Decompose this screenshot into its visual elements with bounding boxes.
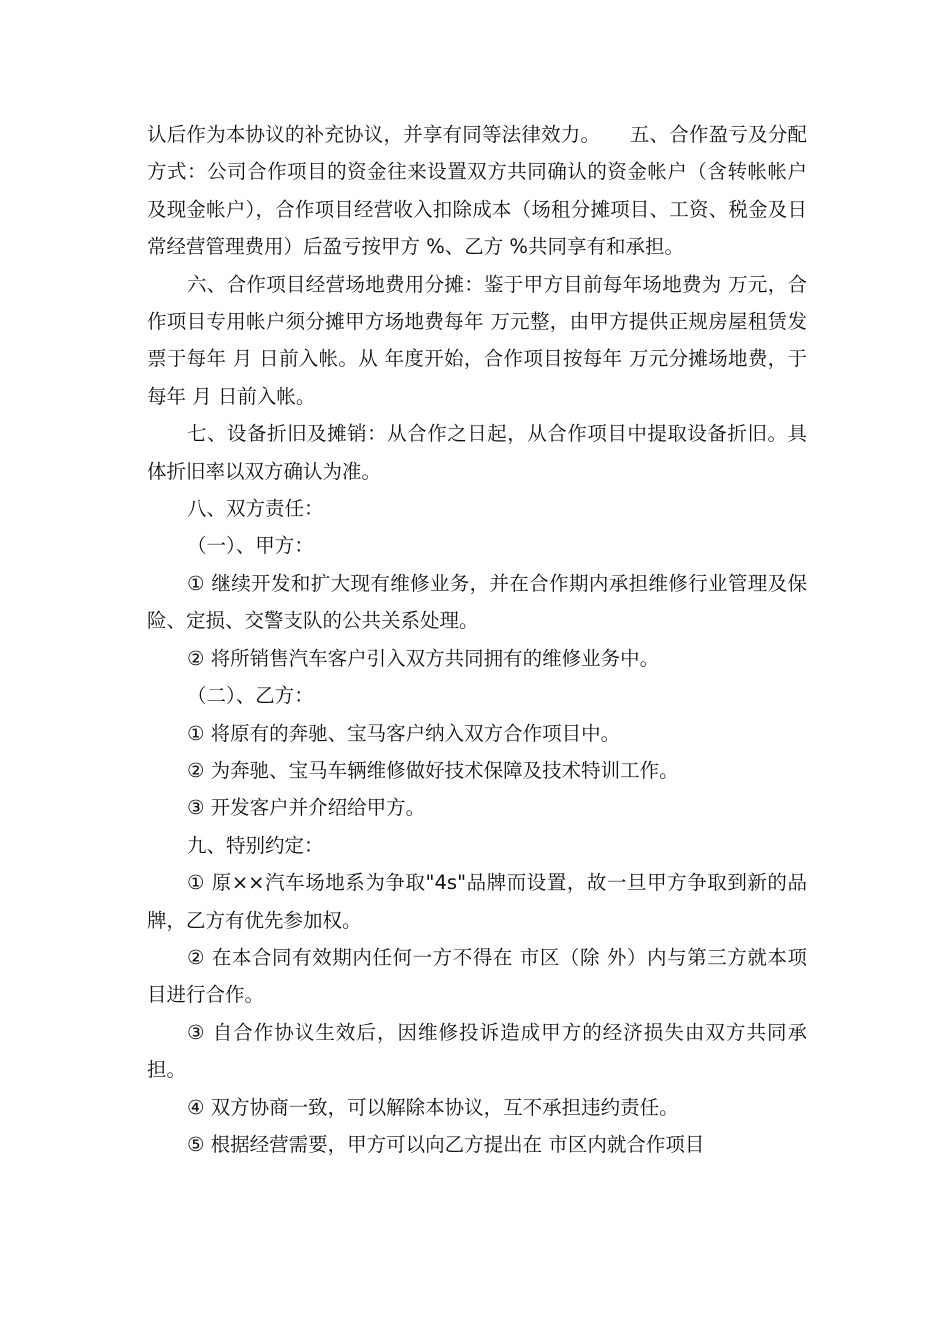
paragraph-party-b-item-3: ③ 开发客户并介绍给甲方。 <box>187 796 426 820</box>
paragraph-party-a-heading: （一）、甲方： <box>187 534 314 558</box>
document-body <box>147 116 807 1163</box>
paragraph-party-b-heading: （二）、乙方： <box>187 684 314 708</box>
paragraph-special-item-1: ① 原××汽车场地系为争取"4s"品牌而设置，故一旦甲方争取到新的品牌，乙方有优先参加权。 <box>147 871 807 932</box>
paragraph-party-a-item-1: ① 继续开发和扩大现有维修业务，并在合作期内承担维修行业管理及保险、定损、交警支队的公共关系处理。 <box>147 571 807 633</box>
paragraph-party-a-item-2: ② 将所销售汽车客户引入双方共同拥有的维修业务中。 <box>187 646 660 670</box>
paragraph-special-item-5: ⑤ 根据经营需要，甲方可以向乙方提出在 市区内就合作项目 <box>187 1132 705 1156</box>
paragraph-special-item-2: ② 在本合同有效期内任何一方不得在 市区（除 外）内与第三方就本项目进行合作。 <box>147 945 807 1007</box>
paragraph-site-fee: 六、合作项目经营场地费用分摊：鉴于甲方目前每年场地费为 万元，合作项目专用帐户须分摊甲方场地费每年 万元整，由甲方提供正规房屋租赁发票于每年 月 日前入帐。从 年度开始，合作项目按每年 万元分摊场地费，于每年 月 日前入帐。 <box>147 272 807 408</box>
paragraph-party-b-item-1: ① 将原有的奔驰、宝马客户纳入双方合作项目中。 <box>187 721 621 745</box>
paragraph-party-b-item-2: ② 为奔驰、宝马车辆维修做好技术保障及技术特训工作。 <box>187 758 679 782</box>
paragraph-heading-special-terms: 九、特别约定： <box>187 833 324 857</box>
paragraph-heading-responsibilities: 八、双方责任： <box>187 497 324 521</box>
paragraph-profit-distribution: 认后作为本协议的补充协议，并享有同等法律效力。 五、合作盈亏及分配方式：公司合作项目的资金往来设置双方共同确认的资金帐户（含转帐帐户及现金帐户），合作项目经营收入扣除成本（场租分摊项目、工资、税金及日常经营管理费用）后盈亏按甲方 %、乙方 %共同享有和承担。 <box>147 123 807 259</box>
paragraph-special-item-4: ④ 双方协商一致，可以解除本协议，互不承担违约责任。 <box>187 1095 679 1119</box>
paragraph-depreciation: 七、设备折旧及摊销：从合作之日起，从合作项目中提取设备折旧。具体折旧率以双方确认为准。 <box>147 422 807 483</box>
paragraph-special-item-3: ③ 自合作协议生效后，因维修投诉造成甲方的经济损失由双方共同承担。 <box>147 1020 807 1082</box>
